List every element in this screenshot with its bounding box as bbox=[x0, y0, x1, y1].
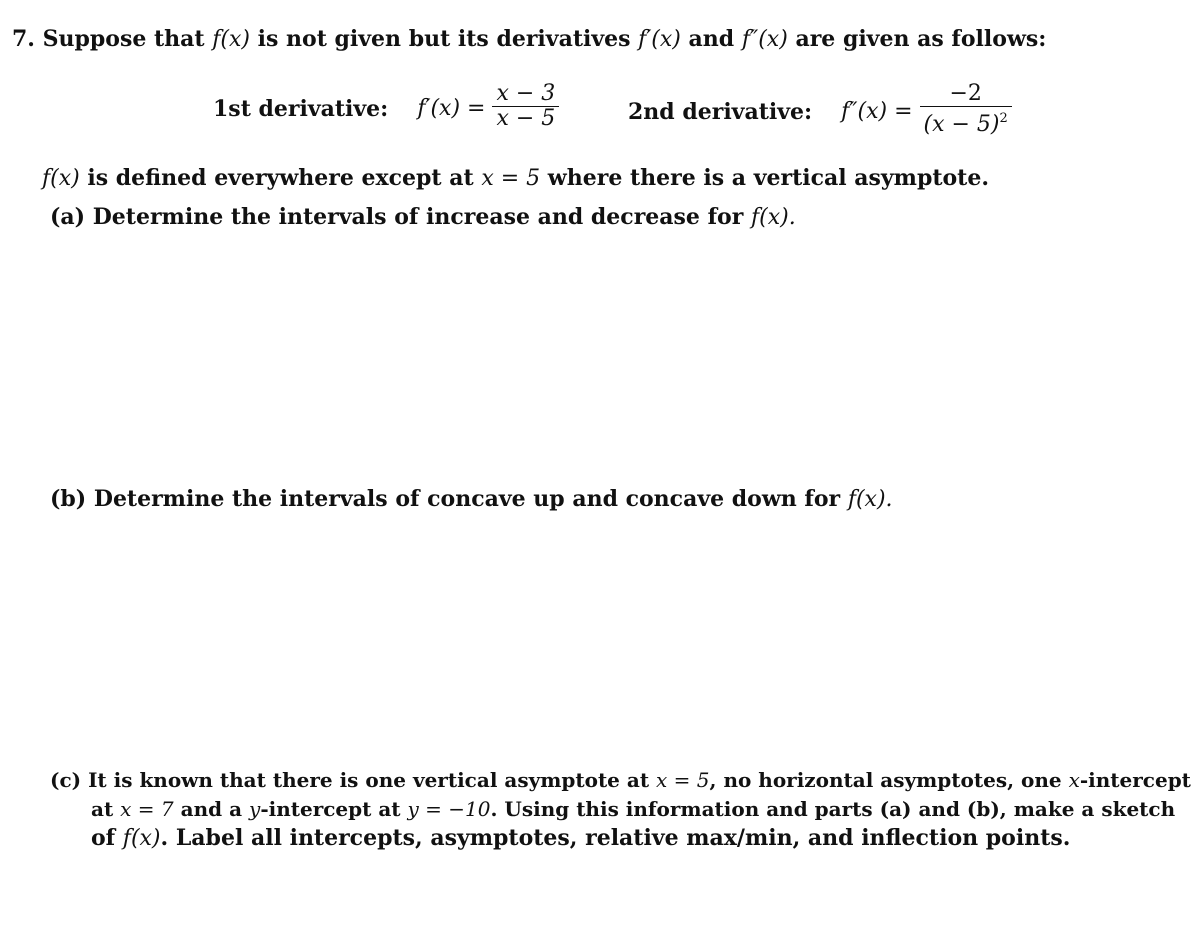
first-derivative-equation bbox=[213, 81, 559, 133]
part-c-text-1a: (c) It is known that there is one vertical asymptote at bbox=[50, 768, 657, 792]
domain-text-b: where there is a vertical asymptote. bbox=[540, 165, 989, 191]
second-derivative-label: 2nd derivative: bbox=[628, 98, 813, 125]
math-y-eq-neg10: y = −10 bbox=[407, 797, 491, 821]
first-derivative-denominator: x − 5 bbox=[496, 106, 556, 131]
domain-statement bbox=[42, 163, 989, 194]
math-fx-period: f(x). bbox=[750, 205, 796, 230]
part-c-text-2c: -intercept at bbox=[260, 797, 408, 821]
math-fx: f(x) bbox=[42, 166, 80, 191]
part-c-line-2 bbox=[91, 794, 1175, 824]
intro-text-d: are given as follows: bbox=[787, 26, 1047, 52]
part-c-text-1c: -intercept bbox=[1079, 768, 1191, 792]
intro-text-b: is not given but its derivatives bbox=[249, 26, 639, 52]
math-x-eq-5: x = 5 bbox=[656, 768, 710, 792]
second-derivative-fraction bbox=[920, 82, 1012, 137]
part-c-text-2b: and a bbox=[173, 797, 249, 821]
first-derivative-label: 1st derivative: bbox=[213, 95, 389, 122]
first-derivative-fraction bbox=[492, 82, 559, 131]
domain-text-a: is defined everywhere except at bbox=[79, 165, 482, 191]
second-derivative-numerator: −2 bbox=[920, 82, 1012, 107]
part-b-text: (b) Determine the intervals of concave up and concave down for bbox=[50, 486, 848, 512]
part-a-text: (a) Determine the intervals of increase and decrease for bbox=[50, 204, 751, 230]
math-x-eq-5: x = 5 bbox=[481, 166, 541, 191]
second-derivative-lhs: f″(x) = bbox=[841, 99, 913, 124]
math-fppx: f″(x) bbox=[741, 27, 788, 52]
part-c-text-3a: of bbox=[91, 825, 123, 851]
second-derivative-denominator-wrap bbox=[920, 107, 1012, 137]
problem-intro bbox=[12, 24, 1046, 55]
math-y: y bbox=[249, 797, 261, 821]
part-c-line-1 bbox=[50, 765, 1191, 795]
intro-text-a: Suppose that bbox=[42, 26, 213, 52]
problem-number: 7. bbox=[12, 26, 35, 52]
part-c-line-3 bbox=[91, 823, 1070, 854]
intro-text-c: and bbox=[680, 26, 742, 52]
part-a bbox=[50, 202, 796, 233]
first-derivative-numerator: x − 3 bbox=[492, 82, 559, 107]
part-c-text-3b: . Label all intercepts, asymptotes, relative max/min, and inflection points. bbox=[160, 825, 1071, 851]
part-c-text-2d: . Using this information and parts (a) and (b), make a sketch bbox=[490, 797, 1176, 821]
part-c-text-2a: at bbox=[91, 797, 121, 821]
second-derivative-exponent: 2 bbox=[999, 111, 1008, 126]
part-b bbox=[50, 484, 893, 515]
math-fx: f(x) bbox=[122, 826, 161, 851]
math-fx: f(x) bbox=[212, 27, 250, 52]
math-x: x bbox=[1068, 768, 1080, 792]
second-derivative-equation bbox=[628, 81, 1012, 139]
math-x-eq-7: x = 7 bbox=[120, 797, 174, 821]
part-c-text-1b: , no horizontal asymptotes, one bbox=[709, 768, 1069, 792]
second-derivative-denominator: (x − 5) bbox=[923, 112, 1000, 137]
first-derivative-lhs: f′(x) = bbox=[417, 96, 486, 121]
math-fpx: f′(x) bbox=[638, 27, 681, 52]
math-fx-period: f(x). bbox=[847, 487, 893, 512]
